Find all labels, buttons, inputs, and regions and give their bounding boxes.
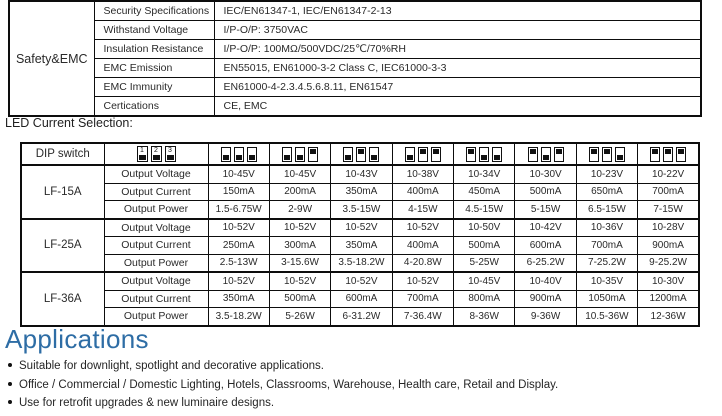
value-cell: 3.5-15W <box>331 201 392 219</box>
dip-state-cell <box>638 143 699 165</box>
row-label: Output Power <box>104 308 208 326</box>
value-cell: 7-15W <box>638 201 699 219</box>
dip-lever-icon <box>151 146 162 162</box>
dip-knob-icon <box>236 155 242 160</box>
spec-label: Security Specifications <box>94 1 214 21</box>
dip-data-row <box>21 201 699 219</box>
value-cell: 500mA <box>515 183 576 201</box>
value-cell: 10-45V <box>269 165 330 183</box>
value-cell: 3.5-18.2W <box>208 308 269 326</box>
value-cell: 300mA <box>269 237 330 255</box>
dip-switch-icon <box>405 147 441 162</box>
value-cell: 10-45V <box>208 165 269 183</box>
value-cell: 800mA <box>454 290 515 308</box>
dip-state-cell <box>208 143 269 165</box>
model-name: LF-25A <box>21 219 104 273</box>
row-label: Output Voltage <box>104 272 208 290</box>
value-cell: 6-31.2W <box>331 308 392 326</box>
value-cell: 10-42V <box>515 219 576 237</box>
model-name: LF-15A <box>21 165 104 219</box>
value-cell: 7-25.2W <box>576 254 637 272</box>
dip-switch-icon <box>466 147 502 162</box>
dip-knob-icon <box>530 149 536 154</box>
dip-switch-icon <box>221 147 257 162</box>
application-bullet: Use for retrofit upgrades & new luminaire designs. <box>8 394 558 413</box>
row-label: Output Voltage <box>104 219 208 237</box>
value-cell: 10-52V <box>208 219 269 237</box>
dip-knob-icon <box>139 155 146 160</box>
row-label: Output Current <box>104 290 208 308</box>
dip-data-row <box>21 308 699 326</box>
dip-knob-icon <box>358 149 364 154</box>
spec-value: IEC/EN61347-1, IEC/EN61347-2-13 <box>214 1 701 21</box>
dip-state-cell <box>515 143 576 165</box>
dip-lever-icon <box>589 147 599 162</box>
spec-label: EMC Emission <box>94 59 214 78</box>
row-label: Output Power <box>104 201 208 219</box>
applications-title: Applications <box>5 324 149 354</box>
dip-data-row <box>21 219 699 237</box>
dip-lever-icon <box>602 147 612 162</box>
safety-row <box>9 59 701 78</box>
dip-knob-icon <box>543 155 549 160</box>
value-cell: 10-52V <box>392 219 453 237</box>
value-cell: 700mA <box>392 290 453 308</box>
dip-lever-icon <box>418 147 428 162</box>
dip-lever-icon <box>676 147 686 162</box>
value-cell: 10-30V <box>638 272 699 290</box>
dip-lever-icon <box>528 147 538 162</box>
value-cell: 10-43V <box>331 165 392 183</box>
value-cell: 10-23V <box>576 165 637 183</box>
dip-table-head <box>21 143 699 165</box>
value-cell: 10-35V <box>576 272 637 290</box>
dip-data-row <box>21 254 699 272</box>
dip-lever-icon <box>356 147 366 162</box>
safety-row <box>9 78 701 97</box>
value-cell: 10-22V <box>638 165 699 183</box>
value-cell: 5-25W <box>454 254 515 272</box>
dip-lever-icon <box>615 147 625 162</box>
value-cell: 400mA <box>392 183 453 201</box>
value-cell: 10-36V <box>576 219 637 237</box>
dip-switch-header: DIP switch <box>21 143 104 165</box>
value-cell: 500mA <box>454 237 515 255</box>
spec-label: Withstand Voltage <box>94 21 214 40</box>
dip-state-cell <box>576 143 637 165</box>
value-cell: 1.5-6.75W <box>208 201 269 219</box>
value-cell: 700mA <box>638 183 699 201</box>
value-cell: 10-52V <box>331 272 392 290</box>
value-cell: 350mA <box>331 237 392 255</box>
dip-lever-icon <box>137 146 148 162</box>
dip-lever-icon <box>541 147 551 162</box>
dip-switch-icon <box>528 147 564 162</box>
dip-switch-numbered-icon <box>137 146 176 162</box>
dip-number-label: 2 <box>154 147 158 154</box>
spec-value: EN55015, EN61000-3-2 Class C, IEC61000-3-3 <box>214 59 701 78</box>
safety-table-body <box>9 1 701 116</box>
dip-lever-icon <box>663 147 673 162</box>
dip-switch-icon <box>343 147 379 162</box>
dip-switch-icon <box>282 147 318 162</box>
value-cell: 6.5-15W <box>576 201 637 219</box>
dip-lever-icon <box>343 147 353 162</box>
dip-switch-icon <box>650 147 686 162</box>
dip-table-body <box>21 165 699 326</box>
value-cell: 10-30V <box>515 165 576 183</box>
value-cell: 10-34V <box>454 165 515 183</box>
dip-data-row <box>21 290 699 308</box>
row-label: Output Current <box>104 183 208 201</box>
model-name: LF-36A <box>21 272 104 326</box>
value-cell: 650mA <box>576 183 637 201</box>
safety-row <box>9 21 701 40</box>
value-cell: 4-15W <box>392 201 453 219</box>
dip-lever-icon <box>308 147 318 162</box>
dip-knob-icon <box>604 149 610 154</box>
value-cell: 10-52V <box>269 219 330 237</box>
dip-knob-icon <box>345 155 351 160</box>
dip-knob-icon <box>556 149 562 154</box>
value-cell: 3-15.6W <box>269 254 330 272</box>
dip-knob-icon <box>371 155 377 160</box>
dip-knob-icon <box>433 149 439 154</box>
dip-knob-icon <box>407 155 413 160</box>
value-cell: 1200mA <box>638 290 699 308</box>
value-cell: 10-40V <box>515 272 576 290</box>
value-cell: 9-25.2W <box>638 254 699 272</box>
dip-knob-icon <box>591 149 597 154</box>
dip-knob-icon <box>494 155 500 160</box>
dip-data-row <box>21 237 699 255</box>
dip-state-cell <box>269 143 330 165</box>
dip-lever-icon <box>234 147 244 162</box>
value-cell: 250mA <box>208 237 269 255</box>
value-cell: 900mA <box>515 290 576 308</box>
dip-number-label: 3 <box>168 147 172 154</box>
row-label: Output Current <box>104 237 208 255</box>
spec-label: Insulation Resistance <box>94 40 214 59</box>
dip-knob-icon <box>223 155 229 160</box>
value-cell: 10-28V <box>638 219 699 237</box>
value-cell: 350mA <box>208 290 269 308</box>
value-cell: 7-36.4W <box>392 308 453 326</box>
dip-lever-icon <box>282 147 292 162</box>
dip-knob-icon <box>468 149 474 154</box>
safety-row <box>9 97 701 117</box>
dip-lever-icon <box>554 147 564 162</box>
dip-numbers-cell <box>104 143 208 165</box>
safety-row <box>9 40 701 59</box>
dip-state-cell <box>331 143 392 165</box>
spec-value: CE, EMC <box>214 97 701 117</box>
dip-state-cell <box>454 143 515 165</box>
dip-knob-icon <box>617 155 623 160</box>
value-cell: 200mA <box>269 183 330 201</box>
value-cell: 9-36W <box>515 308 576 326</box>
value-cell: 6-25.2W <box>515 254 576 272</box>
dip-knob-icon <box>167 155 174 160</box>
value-cell: 10.5-36W <box>576 308 637 326</box>
value-cell: 12-36W <box>638 308 699 326</box>
value-cell: 10-38V <box>392 165 453 183</box>
value-cell: 400mA <box>392 237 453 255</box>
dip-state-cell <box>392 143 453 165</box>
value-cell: 900mA <box>638 237 699 255</box>
dip-lever-icon <box>165 146 176 162</box>
dip-knob-icon <box>284 155 290 160</box>
dip-knob-icon <box>665 149 671 154</box>
dip-lever-icon <box>221 147 231 162</box>
value-cell: 3.5-18.2W <box>331 254 392 272</box>
dip-header-row <box>21 143 699 165</box>
value-cell: 8-36W <box>454 308 515 326</box>
safety-emc-table-grid <box>8 0 702 117</box>
value-cell: 4-20.8W <box>392 254 453 272</box>
value-cell: 700mA <box>576 237 637 255</box>
value-cell: 5-26W <box>269 308 330 326</box>
led-current-selection-table <box>20 142 700 327</box>
spec-label: EMC Immunity <box>94 78 214 97</box>
value-cell: 150mA <box>208 183 269 201</box>
dip-data-row <box>21 183 699 201</box>
value-cell: 350mA <box>331 183 392 201</box>
dip-data-row <box>21 165 699 183</box>
value-cell: 4.5-15W <box>454 201 515 219</box>
value-cell: 600mA <box>515 237 576 255</box>
dip-lever-icon <box>295 147 305 162</box>
safety-emc-table <box>8 0 702 117</box>
value-cell: 10-52V <box>208 272 269 290</box>
value-cell: 5-15W <box>515 201 576 219</box>
value-cell: 10-52V <box>269 272 330 290</box>
value-cell: 2-9W <box>269 201 330 219</box>
value-cell: 500mA <box>269 290 330 308</box>
dip-knob-icon <box>297 155 303 160</box>
dip-lever-icon <box>492 147 502 162</box>
spec-label: Certications <box>94 97 214 117</box>
spec-value: I/P-O/P: 100MΩ/500VDC/25℃/70%RH <box>214 40 701 59</box>
applications-list <box>8 357 558 413</box>
dip-lever-icon <box>479 147 489 162</box>
dip-lever-icon <box>431 147 441 162</box>
value-cell: 1050mA <box>576 290 637 308</box>
safety-emc-row-header: Safety&EMC <box>9 1 94 116</box>
dip-knob-icon <box>678 149 684 154</box>
dip-data-row <box>21 272 699 290</box>
row-label: Output Power <box>104 254 208 272</box>
value-cell: 10-50V <box>454 219 515 237</box>
row-label: Output Voltage <box>104 165 208 183</box>
value-cell: 2.5-13W <box>208 254 269 272</box>
value-cell: 10-52V <box>331 219 392 237</box>
value-cell: 10-45V <box>454 272 515 290</box>
spec-value: EN61000-4-2.3.4.5.6.8.11, EN61547 <box>214 78 701 97</box>
led-current-selection-heading: LED Current Selection: <box>5 116 133 130</box>
application-bullet: Suitable for downlight, spotlight and decorative applications. <box>8 357 558 376</box>
dip-lever-icon <box>650 147 660 162</box>
dip-switch-icon <box>589 147 625 162</box>
dip-knob-icon <box>153 155 160 160</box>
dip-knob-icon <box>249 155 255 160</box>
dip-number-label: 1 <box>140 147 144 154</box>
dip-lever-icon <box>405 147 415 162</box>
application-bullet: Office / Commercial / Domestic Lighting, Hotels, Classrooms, Warehouse, Health care, Retail and Display. <box>8 376 558 395</box>
dip-table-grid <box>20 142 700 327</box>
dip-lever-icon <box>247 147 257 162</box>
value-cell: 450mA <box>454 183 515 201</box>
dip-lever-icon <box>466 147 476 162</box>
dip-lever-icon <box>369 147 379 162</box>
value-cell: 10-52V <box>392 272 453 290</box>
dip-knob-icon <box>652 149 658 154</box>
dip-knob-icon <box>481 155 487 160</box>
spec-value: I/P-O/P: 3750VAC <box>214 21 701 40</box>
dip-knob-icon <box>420 149 426 154</box>
safety-row <box>9 1 701 21</box>
dip-knob-icon <box>310 149 316 154</box>
value-cell: 600mA <box>331 290 392 308</box>
